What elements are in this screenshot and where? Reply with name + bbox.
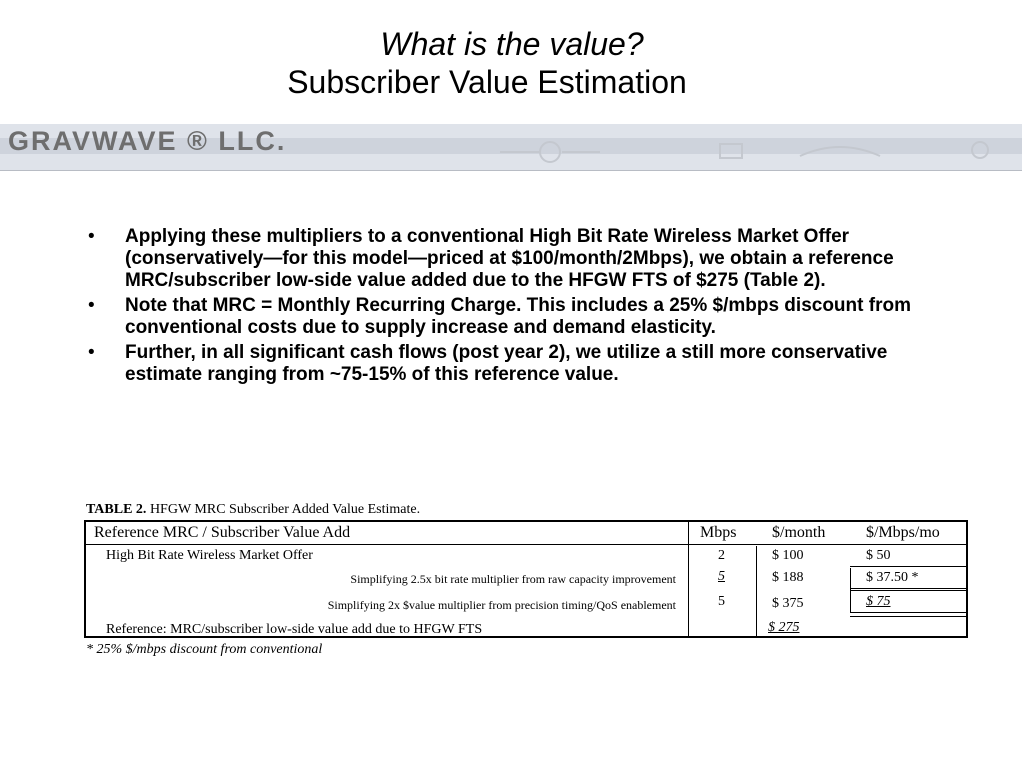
- table-cell-per-mbps: $ 75: [866, 594, 891, 609]
- table-row-label: Simplifying 2.5x bit rate multiplier from raw capacity improvement: [350, 572, 676, 586]
- bullet-text: Note that MRC = Monthly Recurring Charge. This includes a 25% $/mbps discount from conventional costs due to supply increase and demand elasticity.: [125, 295, 911, 338]
- table-cell-month: $ 375: [772, 596, 804, 611]
- bullet-text: Applying these multipliers to a conventional High Bit Rate Wireless Market Offer (conservatively—for this model—priced at $100/month/2Mbps), we obtain a reference MRC/subscriber low-side value added due to the HFGW FTS of $275 (Table 2).: [125, 226, 894, 291]
- table-cell-mbps: 5: [718, 594, 725, 609]
- title-question: What is the value?: [380, 26, 644, 62]
- banner-decoration-icon: [380, 128, 1020, 166]
- bullet-dot-icon: •: [88, 342, 95, 363]
- table-divider: [756, 546, 757, 636]
- bullet-item: [88, 295, 948, 339]
- table-row-label: Simplifying 2x $value multiplier from precision timing/QoS enablement: [327, 598, 676, 612]
- table-rule: [850, 588, 966, 589]
- bullet-item: [88, 342, 948, 386]
- table-cell-month: $ 100: [772, 548, 804, 563]
- table-header-label: Reference MRC / Subscriber Value Add: [94, 524, 351, 541]
- table-rule: [850, 590, 966, 591]
- table-header-rule: [86, 544, 966, 545]
- table-divider: [688, 522, 689, 636]
- company-banner: [0, 124, 1022, 171]
- table-header-per-mbps: $/Mbps/mo: [866, 524, 940, 541]
- table-caption-text: HFGW MRC Subscriber Added Value Estimate.: [146, 502, 421, 517]
- table-caption-number: TABLE 2.: [86, 502, 147, 517]
- table-divider: [966, 566, 967, 616]
- company-logo: GRAVWAVE ® LLC.: [8, 126, 287, 156]
- table-row-label: High Bit Rate Wireless Market Offer: [106, 548, 313, 563]
- table-header-month: $/month: [772, 524, 826, 541]
- table-cell-per-mbps: $ 50: [866, 548, 891, 563]
- table-header-mbps: Mbps: [700, 524, 737, 541]
- title-subtitle: Subscriber Value Estimation: [287, 64, 687, 100]
- bullet-list: [88, 226, 948, 389]
- bullet-item: [88, 226, 948, 292]
- table-rule: [850, 612, 966, 613]
- slide-title: [0, 25, 1024, 101]
- table-footnote: * 25% $/mbps discount from conventional: [86, 642, 323, 657]
- table-cell-mbps: 2: [718, 548, 725, 563]
- table-row-label: Reference: MRC/subscriber low-side value add due to HFGW FTS: [106, 622, 483, 637]
- bullet-dot-icon: •: [88, 295, 95, 316]
- table-cell-mbps: 5: [718, 569, 725, 584]
- bullet-dot-icon: •: [88, 226, 95, 247]
- bullet-text: Further, in all significant cash flows (post year 2), we utilize a still more conservative estimate ranging from ~75-15% of this reference value.: [125, 342, 888, 385]
- table-rule: [850, 616, 966, 617]
- table-cell-month: $ 275: [768, 620, 800, 635]
- table-cell-month: $ 188: [772, 570, 804, 585]
- table-rule: [850, 566, 966, 567]
- value-table: [84, 520, 968, 638]
- table-caption: [86, 502, 420, 518]
- table-cell-per-mbps: $ 37.50 *: [866, 570, 919, 585]
